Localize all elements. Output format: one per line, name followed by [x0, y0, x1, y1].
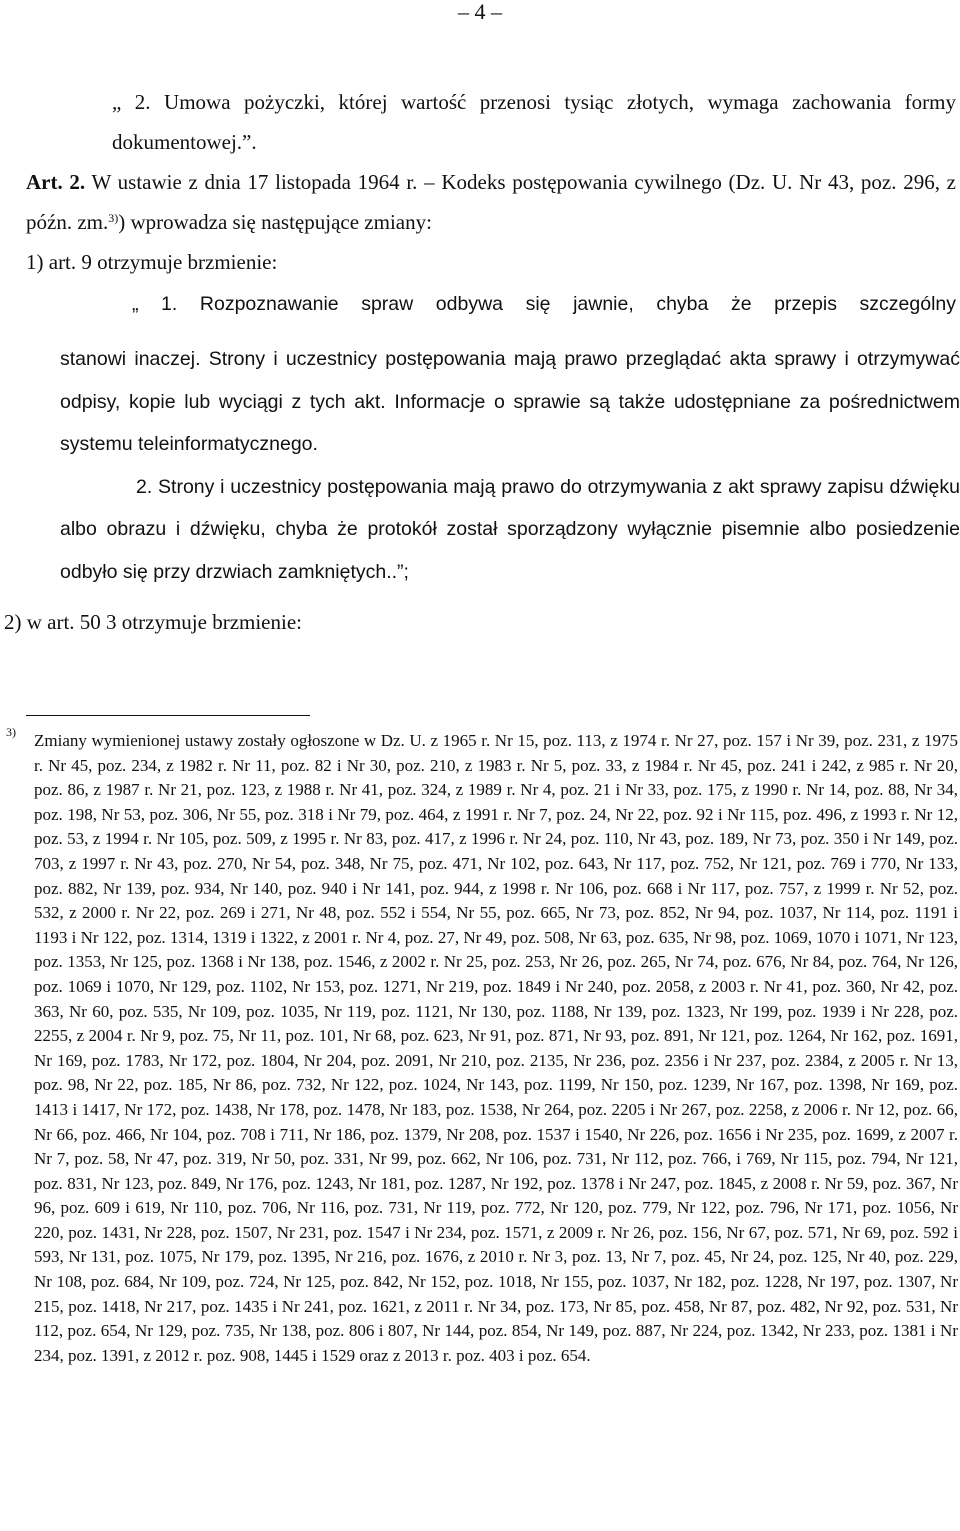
main-text — [26, 82, 956, 326]
item-1: 1) art. 9 otrzymuje brzmienie: — [26, 250, 278, 274]
footnote-separator — [26, 715, 310, 716]
footnote-reference: 3) — [108, 211, 119, 225]
footnote-text: Zmiany wymienionej ustawy zostały ogłoszone w Dz. U. z 1965 r. Nr 15, poz. 113, z 1974 r. Nr 27, poz. 157 i Nr 39, poz. 231, z 1975 r. Nr 45, poz. 234, z 1982 r. Nr 11, poz. 82 i Nr 30, poz. 210, z 1983 r. Nr 5, poz. 33, z 1984 r. Nr 45, poz. 241 i 242, z 985 r. Nr 20, poz. 86, z 1987 r. Nr 21, poz. 123, z 1988 r. Nr 41, poz. 324, z 1989 r. Nr 4, poz. 21 i Nr 33, poz. 175, z 1990 r. Nr 14, poz. 88, Nr 34, poz. 198, Nr 53, poz. 306, Nr 55, poz. 318 i Nr 79, poz. 464, z 1991 r. Nr 7, poz. 24, Nr 22, poz. 92 i Nr 115, poz. 496, z 1993 r. Nr 12, poz. 53, z 1994 r. Nr 105, poz. 509, z 1995 r. Nr 83, poz. 417, z 1996 r. Nr 24, poz. 110, Nr 43, poz. 189, Nr 73, poz. 350 i Nr 149, poz. 703, z 1997 r. Nr 43, poz. 270, Nr 54, poz. 348, Nr 75, poz. 471, Nr 102, poz. 643, Nr 117, poz. 752, Nr 121, poz. 769 i 770, Nr 133, poz. 882, Nr 139, poz. 934, Nr 140, poz. 940 i Nr 141, poz. 944, z 1998 r. Nr 106, poz. 668 i Nr 117, poz. 757, z 1999 r. Nr 52, poz. 532, z 2000 r. Nr 22, poz. 269 i 271, Nr 48, poz. 552 i 554, Nr 55, poz. 665, Nr 73, poz. 852, Nr 94, poz. 1037, Nr 114, poz. 1191 i 1193 i Nr 122, poz. 1314, 1319 i 1322, z 2001 r. Nr 4, poz. 27, Nr 49, poz. 508, Nr 63, poz. 635, Nr 98, poz. 1069, 1070 i 1071, Nr 123, poz. 1353, Nr 125, poz. 1368 i Nr 138, poz. 1546, z 2002 r. Nr 25, poz. 253, Nr 26, poz. 265, Nr 74, poz. 676, Nr 84, poz. 764, Nr 126, poz. 1069 i 1070, Nr 129, poz. 1102, Nr 153, poz. 1271, Nr 219, poz. 1849 i Nr 240, poz. 2058, z 2003 r. Nr 41, poz. 360, Nr 42, poz. 363, Nr 60, poz. 535, Nr 109, poz. 1035, Nr 119, poz. 1121, Nr 130, poz. 1188, Nr 139, poz. 1323, Nr 199, poz. 1939 i Nr 228, poz. 2255, z 2004 r. Nr 9, poz. 75, Nr 11, poz. 101, Nr 68, poz. 623, Nr 91, poz. 871, Nr 93, poz. 891, Nr 121, poz. 1264, Nr 162, poz. 1691, Nr 169, poz. 1783, Nr 172, poz. 1804, Nr 204, poz. 2091, Nr 210, poz. 2135, Nr 236, poz. 2356 i Nr 237, poz. 2384, z 2005 r. Nr 13, poz. 98, Nr 22, poz. 185, Nr 86, poz. 732, Nr 122, poz. 1024, Nr 143, poz. 1199, Nr 150, poz. 1239, Nr 167, poz. 1398, Nr 169, poz. 1413 i 1417, Nr 172, poz. 1438, Nr 178, poz. 1478, Nr 183, poz. 1538, Nr 264, poz. 2205 i Nr 267, poz. 2258, z 2006 r. Nr 12, poz. 66, Nr 66, poz. 466, Nr 104, poz. 708 i 711, Nr 186, poz. 1379, Nr 208, poz. 1537 i 1540, Nr 226, poz. 1656 i Nr 235, poz. 1699, z 2007 r. Nr 7, poz. 58, Nr 47, poz. 319, Nr 50, poz. 331, Nr 99, poz. 662, Nr 106, poz. 731, Nr 112, poz. 766, i 769, Nr 115, poz. 794, Nr 121, poz. 831, Nr 123, poz. 849, Nr 176, poz. 1243, Nr 181, poz. 1287, Nr 192, poz. 1378 i Nr 247, poz. 1845, z 2008 r. Nr 59, poz. 367, Nr 96, poz. 609 i 619, Nr 110, poz. 706, Nr 116, poz. 731, Nr 119, poz. 772, Nr 120, poz. 779, Nr 122, poz. 796, Nr 171, poz. 1056, Nr 220, poz. 1431, Nr 228, poz. 1507, Nr 231, poz. 1547 i Nr 234, poz. 1571, z 2009 r. Nr 26, poz. 156, Nr 67, poz. 571, Nr 69, poz. 592 i 593, Nr 131, poz. 1075, Nr 179, poz. 1395, Nr 216, poz. 1676, z 2010 r. Nr 3, poz. 13, Nr 7, poz. 45, Nr 24, poz. 125, Nr 40, poz. 229, Nr 108, poz. 684, Nr 109, poz. 724, Nr 125, poz. 842, Nr 152, poz. 1018, Nr 155, poz. 1037, Nr 182, poz. 1228, Nr 197, poz. 1307, Nr 215, poz. 1418, Nr 217, poz. 1435 i Nr 241, poz. 1621, z 2011 r. Nr 34, poz. 173, Nr 85, poz. 458, Nr 87, poz. 482, Nr 92, poz. 531, Nr 112, poz. 654, Nr 129, poz. 735, Nr 138, poz. 806 i 807, Nr 144, poz. 854, Nr 149, poz. 887, Nr 224, poz. 1342, Nr 233, poz. 1381 i Nr 234, poz. 1391, z 2012 r. poz. 908, 1445 i 1529 oraz z 2013 r. poz. 403 i poz. 654. — [34, 731, 958, 1365]
quoted-section-1-body: stanowi inaczej. Strony i uczestnicy postępowania mają prawo przeglądać akta sprawy i otrzymywać odpisy, kopie lub wyciągi z tych akt. Informacje o sprawie są także udostępniane za pośrednictwem systemu teleinformatycznego. — [60, 348, 960, 455]
paragraph-umowa-pozyczki: „ 2. Umowa pożyczki, której wartość przenosi tysiąc złotych, wymaga zachowania formy dokumentowej.”. — [112, 90, 956, 154]
item-2: 2) w art. 50 3 otrzymuje brzmienie: — [4, 610, 302, 634]
article-2-lead: Art. 2. — [26, 170, 86, 194]
quoted-article-9-first-line: „ 1. Rozpoznawanie spraw odbywa się jawnie, chyba że przepis szczególny — [132, 293, 956, 315]
quoted-article-9-body — [60, 338, 960, 593]
article-2-text-b: ) wprowadza się następujące zmiany: — [118, 210, 432, 234]
footnote-marker: 3) — [6, 725, 16, 739]
article-2 — [26, 162, 956, 242]
quoted-section-2: 2. Strony i uczestnicy postępowania mają prawo do otrzymywania z akt sprawy zapisu dźwięku albo obrazu i dźwięku, chyba że protokół został sporządzony wyłącznie pisemnie albo posiedzenie odbyło się przy drzwiach zamkniętych..”; — [60, 475, 960, 583]
page-number: – 4 – — [458, 0, 502, 24]
article-2-text-a: W ustawie z dnia 17 listopada 1964 r. – Kodeks postępowania cywilnego (Dz. U. Nr 43, poz. 296, z późn. zm. — [26, 170, 956, 234]
